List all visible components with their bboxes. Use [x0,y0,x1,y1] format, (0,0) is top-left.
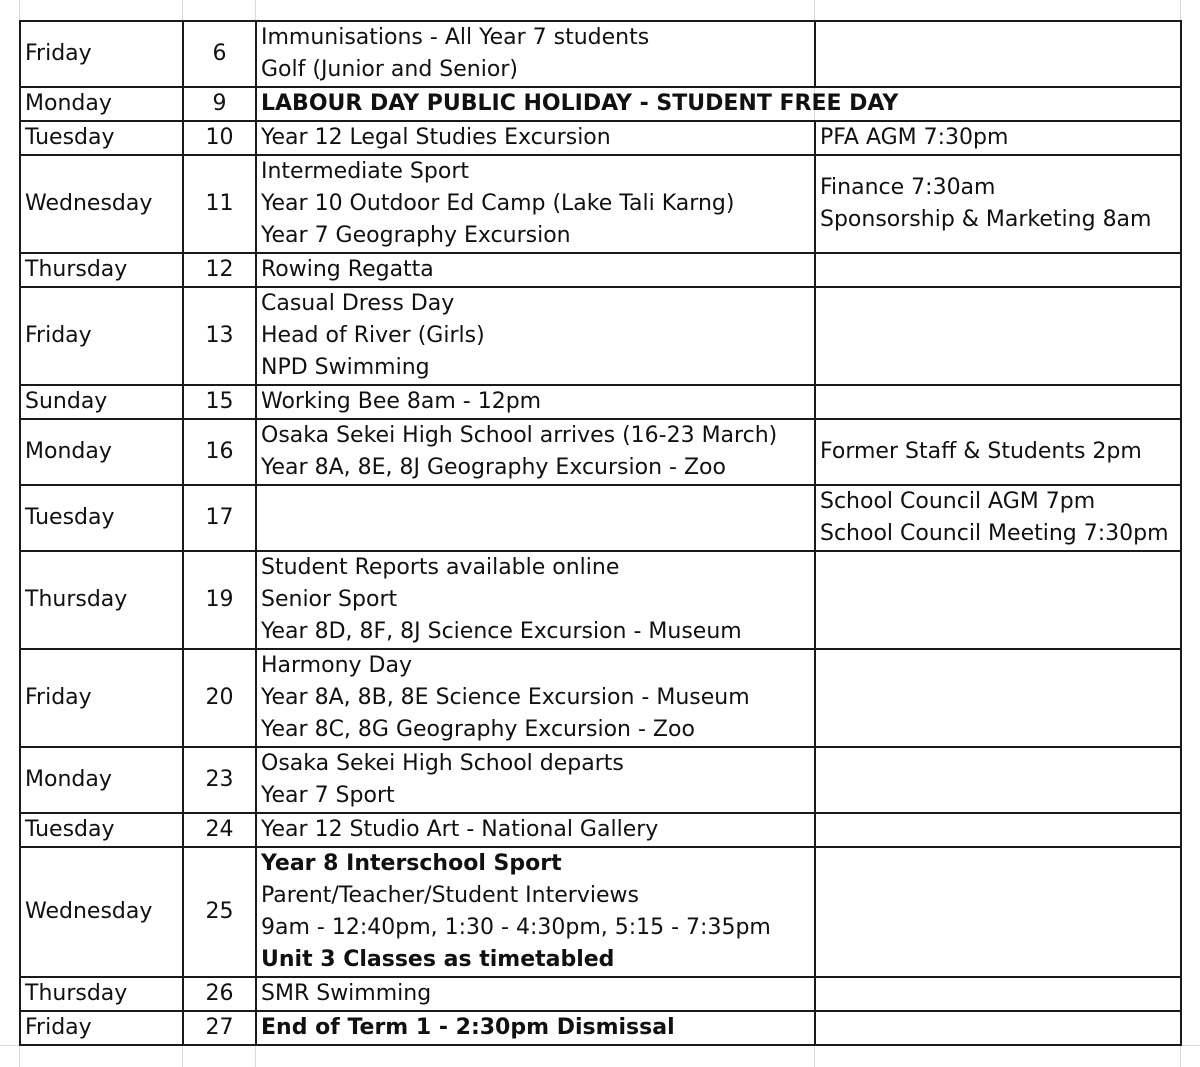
day-cell[interactable]: Friday [20,21,183,87]
event-text: Year 8D, 8F, 8J Science Excursion - Museum [261,619,742,644]
date-cell[interactable]: 23 [183,747,256,813]
event-text: Year 8C, 8G Geography Excursion - Zoo [261,717,695,742]
meetings-cell[interactable] [815,551,1181,649]
calendar-body [20,21,1181,1045]
meetings-cell[interactable] [815,649,1181,747]
date-cell[interactable]: 9 [183,87,256,121]
event-text: Unit 3 Classes as timetabled [261,947,615,972]
event-text: Osaka Sekei High School departs [261,751,624,776]
day-cell[interactable]: Friday [20,649,183,747]
date-cell[interactable]: 25 [183,847,256,977]
event-text: Student Reports available online [261,555,620,580]
day-cell[interactable]: Wednesday [20,847,183,977]
table-row [20,847,1181,977]
meetings-cell[interactable] [815,121,1181,155]
event-text: Year 12 Studio Art - National Gallery [261,817,659,842]
event-text: Year 8 Interschool Sport [261,851,562,876]
event-text: Casual Dress Day [261,291,455,316]
event-text: 9am - 12:40pm, 1:30 - 4:30pm, 5:15 - 7:35pm [261,915,771,940]
date-cell[interactable]: 20 [183,649,256,747]
event-text: Head of River (Girls) [261,323,485,348]
meetings-cell[interactable] [815,813,1181,847]
day-cell[interactable]: Sunday [20,385,183,419]
meetings-cell[interactable] [815,1011,1181,1045]
day-cell[interactable]: Monday [20,87,183,121]
date-cell[interactable]: 17 [183,485,256,551]
meeting-text: School Council Meeting 7:30pm [820,521,1169,546]
event-text: Senior Sport [261,587,398,612]
table-row [20,419,1181,485]
event-text: Intermediate Sport [261,159,469,184]
table-row [20,155,1181,253]
table-row [20,813,1181,847]
date-cell[interactable]: 13 [183,287,256,385]
events-cell[interactable] [256,847,815,977]
date-cell[interactable]: 12 [183,253,256,287]
events-cell[interactable] [256,1011,815,1045]
table-row [20,385,1181,419]
events-cell[interactable] [256,813,815,847]
date-cell[interactable]: 19 [183,551,256,649]
event-text: Osaka Sekei High School arrives (16-23 March) [261,423,778,448]
meetings-cell[interactable] [815,419,1181,485]
meetings-cell[interactable] [815,385,1181,419]
table-row [20,253,1181,287]
date-cell[interactable]: 10 [183,121,256,155]
day-cell[interactable]: Thursday [20,253,183,287]
events-cell[interactable] [256,253,815,287]
table-row [20,747,1181,813]
day-cell[interactable]: Thursday [20,551,183,649]
event-text: SMR Swimming [261,981,432,1006]
event-text: Parent/Teacher/Student Interviews [261,883,639,908]
date-cell[interactable]: 11 [183,155,256,253]
events-cell[interactable] [256,551,815,649]
event-text: Year 10 Outdoor Ed Camp (Lake Tali Karng) [261,191,735,216]
table-row [20,485,1181,551]
events-cell[interactable] [256,287,815,385]
meetings-cell[interactable] [815,847,1181,977]
events-cell[interactable] [256,87,1181,121]
date-cell[interactable]: 15 [183,385,256,419]
event-text: LABOUR DAY PUBLIC HOLIDAY - STUDENT FREE DAY [261,91,899,116]
event-text: Working Bee 8am - 12pm [261,389,542,414]
meetings-cell[interactable] [815,21,1181,87]
table-row [20,551,1181,649]
meetings-cell[interactable] [815,253,1181,287]
event-text: Harmony Day [261,653,412,678]
day-cell[interactable]: Monday [20,747,183,813]
meetings-cell[interactable] [815,155,1181,253]
meetings-cell[interactable] [815,287,1181,385]
date-cell[interactable]: 26 [183,977,256,1011]
events-cell[interactable] [256,385,815,419]
events-cell[interactable] [256,121,815,155]
meeting-text: Sponsorship & Marketing 8am [820,207,1152,232]
meetings-cell[interactable] [815,485,1181,551]
day-cell[interactable]: Tuesday [20,121,183,155]
events-cell[interactable] [256,485,815,551]
event-text: Golf (Junior and Senior) [261,57,518,82]
events-cell[interactable] [256,977,815,1011]
table-row [20,649,1181,747]
events-cell[interactable] [256,155,815,253]
day-cell[interactable]: Tuesday [20,813,183,847]
event-text: Year 7 Geography Excursion [261,223,571,248]
events-cell[interactable] [256,419,815,485]
table-row [20,1011,1181,1045]
calendar-table [19,20,1182,1046]
day-cell[interactable]: Tuesday [20,485,183,551]
date-cell[interactable]: 27 [183,1011,256,1045]
meetings-cell[interactable] [815,977,1181,1011]
date-cell[interactable]: 6 [183,21,256,87]
event-text: Year 12 Legal Studies Excursion [261,125,611,150]
table-row [20,121,1181,155]
event-text: Immunisations - All Year 7 students [261,25,650,50]
events-cell[interactable] [256,747,815,813]
event-text: NPD Swimming [261,355,430,380]
day-cell[interactable]: Friday [20,287,183,385]
meeting-text: Former Staff & Students 2pm [820,439,1142,464]
events-cell[interactable] [256,21,815,87]
day-cell[interactable]: Wednesday [20,155,183,253]
date-cell[interactable]: 24 [183,813,256,847]
date-cell[interactable]: 16 [183,419,256,485]
events-cell[interactable] [256,649,815,747]
table-row [20,87,1181,121]
event-text: Year 8A, 8E, 8J Geography Excursion - Zoo [261,455,726,480]
day-cell[interactable]: Thursday [20,977,183,1011]
meeting-text: Finance 7:30am [820,175,996,200]
event-text: Rowing Regatta [261,257,434,282]
event-text: Year 8A, 8B, 8E Science Excursion - Museum [261,685,750,710]
meetings-cell[interactable] [815,747,1181,813]
table-row [20,977,1181,1011]
meeting-text: PFA AGM 7:30pm [820,125,1009,150]
table-row [20,287,1181,385]
day-cell[interactable]: Monday [20,419,183,485]
event-text: End of Term 1 - 2:30pm Dismissal [261,1015,675,1040]
event-text: Year 7 Sport [261,783,395,808]
meeting-text: School Council AGM 7pm [820,489,1096,514]
day-cell[interactable]: Friday [20,1011,183,1045]
table-row [20,21,1181,87]
